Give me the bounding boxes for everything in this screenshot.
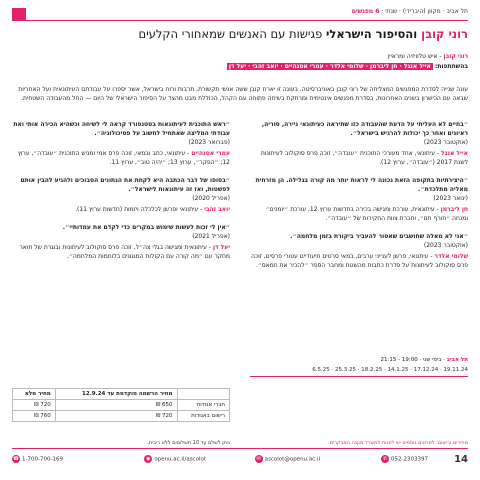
host-intro <box>13 52 468 71</box>
page-title <box>12 27 468 47</box>
header-text: תל אביב · מקוון (היברידי) · שנתי · <box>379 8 468 15</box>
guest-date: (ינואר 2023) <box>433 195 468 202</box>
guests-label: בהשתתפות: <box>432 63 468 70</box>
guest-name: עמרי אסנהיים <box>191 150 230 157</box>
guest-date: (אוקטובר 2023) <box>423 242 468 249</box>
host-role: - איש טלוויזיה ומראיין <box>387 53 444 60</box>
guest-date: (אוקטובר 2023) <box>423 139 468 146</box>
schedule-dates: 19.11.24 · 17.12.24 · 14.1.25 · 18.2.25 · 25.3.25 · 6.5.25 <box>312 367 468 373</box>
guest-bio: - עיתונאי ופרשן לכלכלה ויזמות (חדשות ערוץ 11). <box>75 206 205 213</box>
footer <box>12 448 468 472</box>
whatsapp-contact[interactable] <box>381 455 428 463</box>
price-cell: 760 ₪ <box>13 411 56 422</box>
price-header-cell: מחיר הרשמה מוקדמת עד 12.9.24 <box>55 389 177 400</box>
price-cell: חברי אגודות <box>177 400 229 411</box>
guest-block <box>250 120 468 167</box>
guest-name: יואב זהבי <box>204 206 230 213</box>
guest-quote: ״אין לי זכות לעשות שימוש במקרים כדי לקדם את עמדותיי״. <box>62 224 230 231</box>
schedule-time: · בימי שני · 19:00 - 21:15 <box>380 357 447 363</box>
whatsapp-icon: ✆ <box>382 456 388 462</box>
guest-quote: ״ראש התוכנית לעיתונאות בסטנפורד קראה לי לשיחה וכשהיא הכירה אותי ואת עבודתי המליצה שאתחיל לחשוב על פסיכולוגיה״. <box>13 121 230 137</box>
header-rule <box>12 20 468 21</box>
mail-icon: ✉ <box>256 456 261 462</box>
phone-icon: ☎ <box>12 456 20 462</box>
phone-contact[interactable] <box>12 455 63 463</box>
price-header-row <box>13 389 230 400</box>
guest-block <box>250 176 468 223</box>
guest-block <box>12 176 230 214</box>
title-accent: רוני קובן <box>421 27 468 41</box>
guest-name: שלומי אלדר <box>434 253 468 260</box>
guest-bio: - עיתונאי, כתב ובמאי, זוכה פרס אמי ומגיש התוכנית ״עובדה״, ערוץ 12; ״הפקר״, ערוץ 13; ״יהיה טוב״, ערוץ 11. <box>17 150 230 166</box>
footer-rule <box>12 448 468 449</box>
phone-number: 1-700-700-169 <box>22 456 63 463</box>
guest-bio: - עיתונאית ומגישה בגלי צה״ל, זוכה פרס סוקולוב לעיתונות ובוגרת של תואר מחקר עם ״מה קורה עם הקולות המגוונים בלוחמות המלחמה״. <box>19 244 230 260</box>
guests-list: אייל אנגל · חן ליברמן · שלומי אלדר · עמרי אסנהיים · יואב זהבי · יעל דן <box>228 63 431 70</box>
table-row <box>13 411 230 422</box>
guest-bio: - עיתונאית, עורכת ומגישה בכירה בחדשות ערוץ 12, עורכת ״יומנים״ ומנחה ״חורף חם״, וחברת צוות החקירות של ״עובדה״. <box>265 206 468 222</box>
guest-quote: ״אני לא מאלה שחושבים שאסור להעביר ביקורת בזמן מלחמה״. <box>290 233 468 240</box>
guest-quote: ״בחיים לא העליתי על הדעת שהעבודה כזו שתיראה כעיתונאי ניירה, סוריה, ראיונים ואחר כך יכולות להרגיש בישראל״. <box>261 121 468 137</box>
guest-name: חן ליברמן <box>440 206 468 213</box>
schedule <box>250 356 468 374</box>
guest-quote: ״היצירתיות בתקופה הזאת נכונה לי לראות יותר מה קורה בגלילה. הן מזרחית מאליה מתלכדת״. <box>255 177 468 193</box>
guest-name: אייל אנגל <box>440 150 468 157</box>
title-rest: פגישות עם האנשים שמאחורי הקלעים <box>138 27 326 41</box>
guest-quote: ״בסופו של דבר הכתבה היא לקחת את הנתונים הסבוכים ולהגיע להבין אותם לפשטות, ואז זה עיתונאות לישראל״. <box>20 177 230 193</box>
price-cell: 720 ₪ <box>13 400 56 411</box>
contact-note: מחירים ורישום: לפרטים נוספים יש לפנות למשרד מענה המבקרים. <box>328 440 468 446</box>
website-url: openu.ac.il/ascolot <box>154 456 206 463</box>
guest-block <box>12 223 230 261</box>
price-header-cell <box>177 389 229 400</box>
price-cell: 720 ₪ <box>55 411 177 422</box>
column-right <box>250 120 468 279</box>
guest-block <box>250 232 468 270</box>
price-cell: רישום באגודות <box>177 411 229 422</box>
header-highlight: 6 מפגשים <box>351 8 380 15</box>
running-header <box>12 8 468 20</box>
payment-note: ניתן לשלם עד 10 תשלומים ללא ריבית. <box>147 440 230 446</box>
whatsapp-number: 052-2303397 <box>391 456 428 463</box>
price-cell: 650 ₪ <box>55 400 177 411</box>
email-link[interactable] <box>255 455 320 463</box>
title-main: והסיפור הישראלי <box>326 27 422 41</box>
website-link[interactable] <box>144 455 206 463</box>
schedule-rule <box>250 376 468 377</box>
guest-date: (פברואר 2023) <box>188 139 230 146</box>
guest-name: יעל דן <box>212 244 230 251</box>
guest-date: (אפריל 2021) <box>192 233 230 240</box>
email-address: ascolot@openu.ac.il <box>264 456 320 463</box>
price-header-cell: מחיר מלא <box>13 389 56 400</box>
price-table <box>12 388 230 422</box>
web-icon: ◉ <box>146 456 151 462</box>
guest-date: (אפריל 2020) <box>192 195 230 202</box>
guest-bio: - עיתונאי, פרשן לענייני ערבים, במאי סרטים תיעודיים עטורי פרסים, זוכה פרס סוקולוב לעיתונות על סדרת כתבות מהשטח ומחבר הספר ״להכיר את חמאס״. <box>251 253 468 269</box>
host-name: רוני קובן <box>443 53 468 60</box>
guest-bio: - עיתונאי, אחד מעורכי התוכנית ״עובדה״, זוכה פרס סוקולוב לעיתונות לשנת 2017 (״עובדה״, ערוץ 12). <box>260 150 468 166</box>
page-number: 14 <box>454 454 468 465</box>
series-description: עונה שנייה לסדרת המפגשים המצליחה של רוני קובן באוניברסיטה. בעונה זו יארח קובן ששה אנשי תקשורת, תרבות ורוח בישראל, אשר יספרו על עבודתם העיתונאית ועל האחריות שבאה עם הכישרון בשנים האחרונות, בסדרת מפגשים אינטימית ומרתקת בשיחה פתוחה עם הקהל, הכוללת מבט מהצד על הסיפור הישראלי של היום — החל מהעבודה השטחית. <box>18 86 468 102</box>
guest-block <box>12 120 230 167</box>
table-row <box>13 400 230 411</box>
column-left <box>12 120 230 270</box>
schedule-location: תל אביב <box>446 357 468 363</box>
